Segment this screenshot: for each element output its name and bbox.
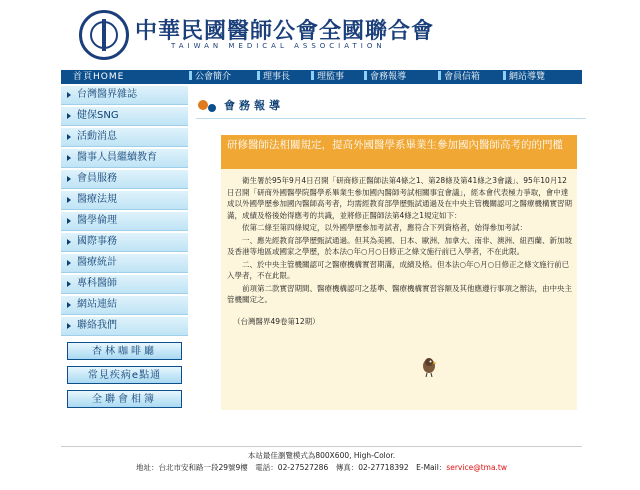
- nav-item-about[interactable]: [189, 70, 231, 84]
- article-body: [227, 175, 572, 328]
- sidebar-item-member-services[interactable]: [61, 170, 188, 189]
- top-navbar: [61, 70, 582, 84]
- nav-bullet-icon: [189, 71, 192, 80]
- sidebar-item-label: 醫療統計: [77, 257, 117, 268]
- article-paragraph: 衛生署於95年9月4日召開「研商修正醫師法第4條之1、第28條及第41條之3會議」、95年10月12日召開「研商外國醫學院醫學系畢業生參加國內醫師考試相關事宜會議」，經本會代表極力爭取，會中達成以外國學歷參加國內醫師高考者，均需經教育部學歷甄試通過及在中央主管機關認可之醫療機構實習期滿，成績及格後始得應考的共識，並將修正醫師法第4條之1規定如下：: [227, 176, 572, 220]
- arrow-right-icon: [67, 281, 71, 287]
- sidebar-item-journal[interactable]: [61, 86, 188, 105]
- site-title[interactable]: 中華民國醫師公會全國聯合會: [135, 18, 435, 44]
- section-divider: [196, 118, 586, 119]
- article-paragraph: 依第二條至第四條規定，以外國學歷參加考試者，應符合下列資格者，始得參加考試：: [242, 223, 527, 232]
- nav-item-chairman[interactable]: [257, 70, 290, 84]
- sidebar-item-events[interactable]: [61, 128, 188, 147]
- nav-item-mailbox[interactable]: [438, 70, 480, 84]
- nav-label: 會員信箱: [444, 72, 481, 82]
- sidebar-item-regulations[interactable]: [61, 191, 188, 210]
- sidebar-item-statistics[interactable]: [61, 254, 188, 273]
- footer-browser-note: 本站最佳瀏覽模式為800X600, High-Color.: [247, 451, 396, 460]
- nav-bullet-icon: [503, 71, 506, 80]
- arrow-right-icon: [67, 155, 71, 161]
- association-seal-icon[interactable]: [79, 10, 129, 60]
- arrow-right-icon: [67, 113, 71, 119]
- nav-label: 理事長: [263, 72, 291, 82]
- nav-label: 理監事: [317, 72, 345, 82]
- bird-icon: [419, 356, 439, 378]
- nav-item-directors[interactable]: [311, 70, 344, 84]
- sidebar-item-label: 醫學倫理: [77, 215, 117, 226]
- nav-item-sitemap[interactable]: [503, 70, 545, 84]
- footer-divider: [61, 446, 582, 447]
- section-header: [196, 94, 376, 116]
- nav-label: 公會簡介: [195, 72, 232, 82]
- sidebar: [61, 86, 188, 408]
- sidebar-item-label: 醫事人員繼續教育: [77, 152, 157, 163]
- arrow-right-icon: [67, 239, 71, 245]
- sidebar-item-label: 國際事務: [77, 236, 117, 247]
- sidebar-item-label: 活動消息: [77, 131, 117, 142]
- arrow-right-icon: [67, 92, 71, 98]
- site-footer: [61, 450, 582, 476]
- arrow-right-icon: [67, 197, 71, 203]
- sidebar-item-label: 網站連結: [77, 299, 117, 310]
- page-frame: [61, 0, 582, 490]
- nav-bullet-icon: [438, 71, 441, 80]
- sidebar-item-education[interactable]: [61, 149, 188, 168]
- footer-address: 地址：台北市安和路一段29號9樓 電話：02-27527286 傳真：02-27718392 E-Mail：: [135, 463, 447, 472]
- arrow-right-icon: [67, 176, 71, 182]
- sidebar-item-label: 聯絡我們: [77, 320, 117, 331]
- nav-bullet-icon: [257, 71, 260, 80]
- sidebar-item-label: 台灣醫界雜誌: [77, 89, 137, 100]
- sidebar-item-label: 會員服務: [77, 173, 117, 184]
- sidebar-item-label: 健保SNG: [77, 110, 119, 121]
- site-header: [61, 0, 582, 70]
- article-paragraph: 前項第二款實習期間、醫療機構認可之基準、醫療機構實習容額及其他應遵行事項之辦法，由中央主管機關定之。: [227, 283, 572, 304]
- sidebar-item-ethics[interactable]: [61, 212, 188, 231]
- article-source: （台灣醫界49卷第12期）: [233, 316, 320, 326]
- sidebar-item-links[interactable]: [61, 296, 188, 315]
- arrow-right-icon: [67, 134, 71, 140]
- nav-label: 網站導覽: [509, 72, 546, 82]
- article-paragraph: 一、應先經教育部學歷甄試通過。但其為美國、日本、歐洲、加拿大、南非、澳洲、紐西蘭、新加坡及香港等地區或國家之學歷，於本法○年○月○日修正之條文施行前已入學者，不在此限。: [227, 235, 572, 256]
- article-panel: [221, 135, 577, 410]
- nav-bullet-icon: [364, 71, 367, 80]
- photo-album-button[interactable]: 全聯會相簿: [67, 390, 182, 408]
- article-title: 研修醫師法相關規定，提高外國醫學系畢業生參加國內醫師高考的的門檻: [221, 135, 577, 169]
- sidebar-item-international[interactable]: [61, 233, 188, 252]
- dots-icon: [196, 96, 220, 114]
- sidebar-item-label: 醫療法規: [77, 194, 117, 205]
- arrow-right-icon: [67, 323, 71, 329]
- sidebar-item-sng[interactable]: [61, 107, 188, 126]
- site-subtitle: TAIWAN MEDICAL ASSOCIATION: [171, 42, 386, 50]
- nav-home[interactable]: 首頁HOME: [73, 72, 125, 82]
- footer-email-link[interactable]: service@tma.tw: [446, 463, 507, 472]
- arrow-right-icon: [67, 260, 71, 266]
- nav-item-news[interactable]: [364, 70, 406, 84]
- footer-contact: [61, 462, 582, 474]
- sidebar-item-specialists[interactable]: [61, 275, 188, 294]
- sidebar-item-label: 專科醫師: [77, 278, 117, 289]
- section-title: 會務報導: [224, 99, 284, 112]
- article-paragraph: 二、於中央主管機關認可之醫療機構實習期滿，成績及格。但本法○年○月○日修正之條文施行前已入學者，不在此限。: [227, 259, 570, 280]
- disease-info-button[interactable]: 常見疾病e點通: [67, 366, 182, 384]
- arrow-right-icon: [67, 302, 71, 308]
- arrow-right-icon: [67, 218, 71, 224]
- nav-bullet-icon: [311, 71, 314, 80]
- sidebar-item-contact[interactable]: [61, 317, 188, 336]
- cafe-button[interactable]: 杏林咖啡廳: [67, 342, 182, 360]
- nav-label: 會務報導: [370, 72, 407, 82]
